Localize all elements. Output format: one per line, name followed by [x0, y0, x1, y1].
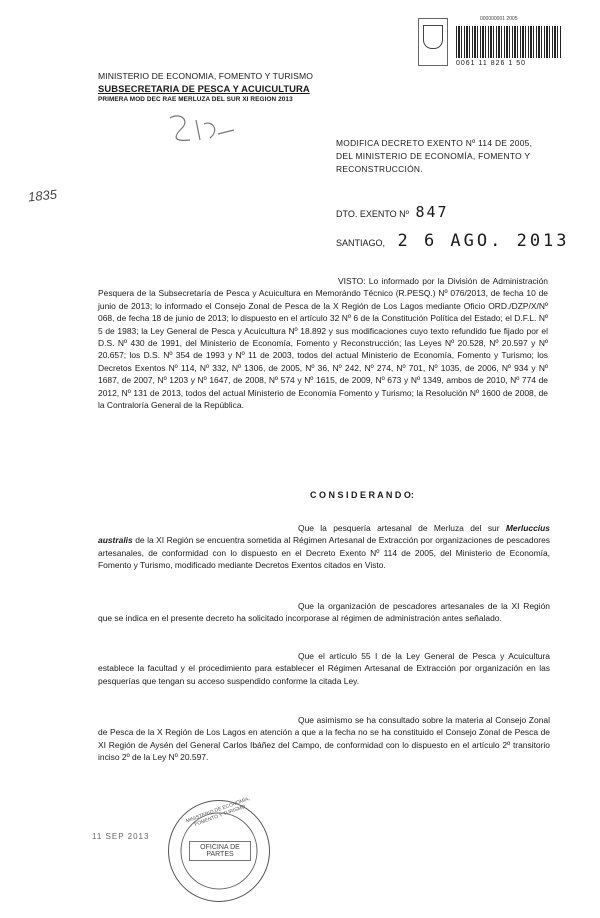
- registry-code: 000000001 2005: [480, 16, 518, 22]
- barcode-number: 0061 11 826 1 50: [456, 60, 526, 67]
- visto-paragraph: VISTO: Lo informado por la División de Administración Pesquera de la Subsecretaría de Pesca y Acuicultura en Memorándo Técnico (R.PESQ.) Nº 076/2013, de fecha 10 de junio de 2013; lo informado el Consejo Zonal de Pesca de la X Región de Los Lagos mediante Oficio ORD./DZP/X/Nº 068, de fecha 18 de junio de 2013; lo dispuesto en el artículo 32 Nº 6 de la Constitución Política del Estado; el D.F.L. Nº 5 de 1983; la Ley General de Pesca y Acuicultura Nº 18.892 y sus modificaciones cuyo texto refundido fue fijado por el D.S. Nº 430 de 1991, del Ministerio de Economía, Fomento y Reconstrucción; las Leyes Nº 20.528, Nº 20.597 y Nº 20.657; los D.S. Nº 354 de 1993 y Nº 11 de 2003, todos del actual Ministerio de Economía, Fomento y Turismo; los Decretos Exentos Nº 114, Nº 332, Nº 1306, de 2005, Nº 36, Nº 242, Nº 274, Nº 701, Nº 1035, de 2006, Nº 934 y Nº 1687, de 2007, Nº 1203 y Nº 1647, de 2008, Nº 574 y Nº 1615, de 2009, Nº 673 y Nº 1349, ambos de 2010, Nº 774 de 2012, Nº 131 de 2013, todos del actual Ministerio de Economía Fomento y Turismo; la Resolución Nº 1600 de 2008, de la Contraloría General de la República.: [98, 276, 548, 411]
- date-line: [336, 231, 570, 251]
- top-right-seal: [418, 18, 448, 66]
- reference-line-3: RECONSTRUCCIÓN.: [336, 164, 423, 174]
- considerando-2: Que la organización de pescadores artesanales de la XI Región que se indica en el presente decreto ha solicitado incorporase al régimen de administración antes señalado.: [98, 601, 550, 624]
- subsecretaria-name: SUBSECRETARIA DE PESCA Y ACUICULTURA: [98, 83, 310, 94]
- stamp-center-text: OFICINA DE PARTES: [189, 841, 251, 861]
- project-line: PRIMERA MOD DEC RAE MERLUZA DEL SUR XI REGION 2013: [98, 96, 293, 103]
- decree-date: 2 6 AGO. 2013: [397, 231, 570, 251]
- decree-line: [336, 203, 449, 221]
- considerando-4: Que asimismo se ha consultado sobre la materia al Consejo Zonal de Pesca de la X Región de Los Lagos en atención a que a la fecha no se ha constituido el Consejo Zonal de Pesca de XI Región de Aysén del General Carlos Ibáñez del Campo, de conformidad con lo dispuesto en el artículo 2º transitorio inciso 2º de la Ley Nº 20.597.: [98, 715, 550, 763]
- decree-label: DTO. EXENTO Nº: [336, 209, 409, 219]
- handwritten-initials: [160, 110, 240, 150]
- considerando-1-intro: Que la pesquería artesanal de Merluza del sur: [298, 523, 500, 533]
- reference-line-2: DEL MINISTERIO DE ECONOMÍA, FOMENTO Y: [336, 151, 531, 161]
- ministry-name: MINISTERIO DE ECONOMIA, FOMENTO Y TURISMO: [98, 71, 313, 81]
- decree-number: 847: [415, 203, 449, 221]
- considerando-1-rest: de la XI Región se encuentra sometida al Régimen Artesanal de Extracción por organizaciones de pescadores artesanales, de conformidad con lo dispuesto en el Decreto Exento Nº 114 de 2005, del Ministerio de Economía, Fomento y Turismo, modificado mediante Decretos Exentos citados en Visto.: [98, 535, 550, 571]
- margin-number: 1835: [27, 186, 58, 205]
- received-date: 11 SEP 2013: [92, 832, 150, 841]
- reference-block: [336, 137, 556, 176]
- reference-line-1: MODIFICA DECRETO EXENTO Nº 114 DE 2005,: [336, 138, 533, 148]
- considerando-title: C O N S I D E R A N D O:: [310, 490, 414, 500]
- place-label: SANTIAGO,: [336, 238, 386, 248]
- chile-crest-icon: [423, 25, 443, 49]
- considerando-1: [98, 522, 550, 572]
- oficina-partes-stamp: [168, 795, 270, 902]
- stamp-ring-text: MINISTERIO DE ECONOMÍA, FOMENTO Y TURISMO: [185, 795, 251, 828]
- barcode: [456, 26, 562, 58]
- species-name: Merluccius australis: [98, 523, 550, 546]
- considerando-3: Que el artículo 55 I de la Ley General de Pesca y Acuicultura establece la facultad y el procedimiento para establecer el Régimen Artesanal de Extracción por organización en las pesquerías que tengan su acceso suspendido conforme la citada Ley.: [98, 651, 550, 686]
